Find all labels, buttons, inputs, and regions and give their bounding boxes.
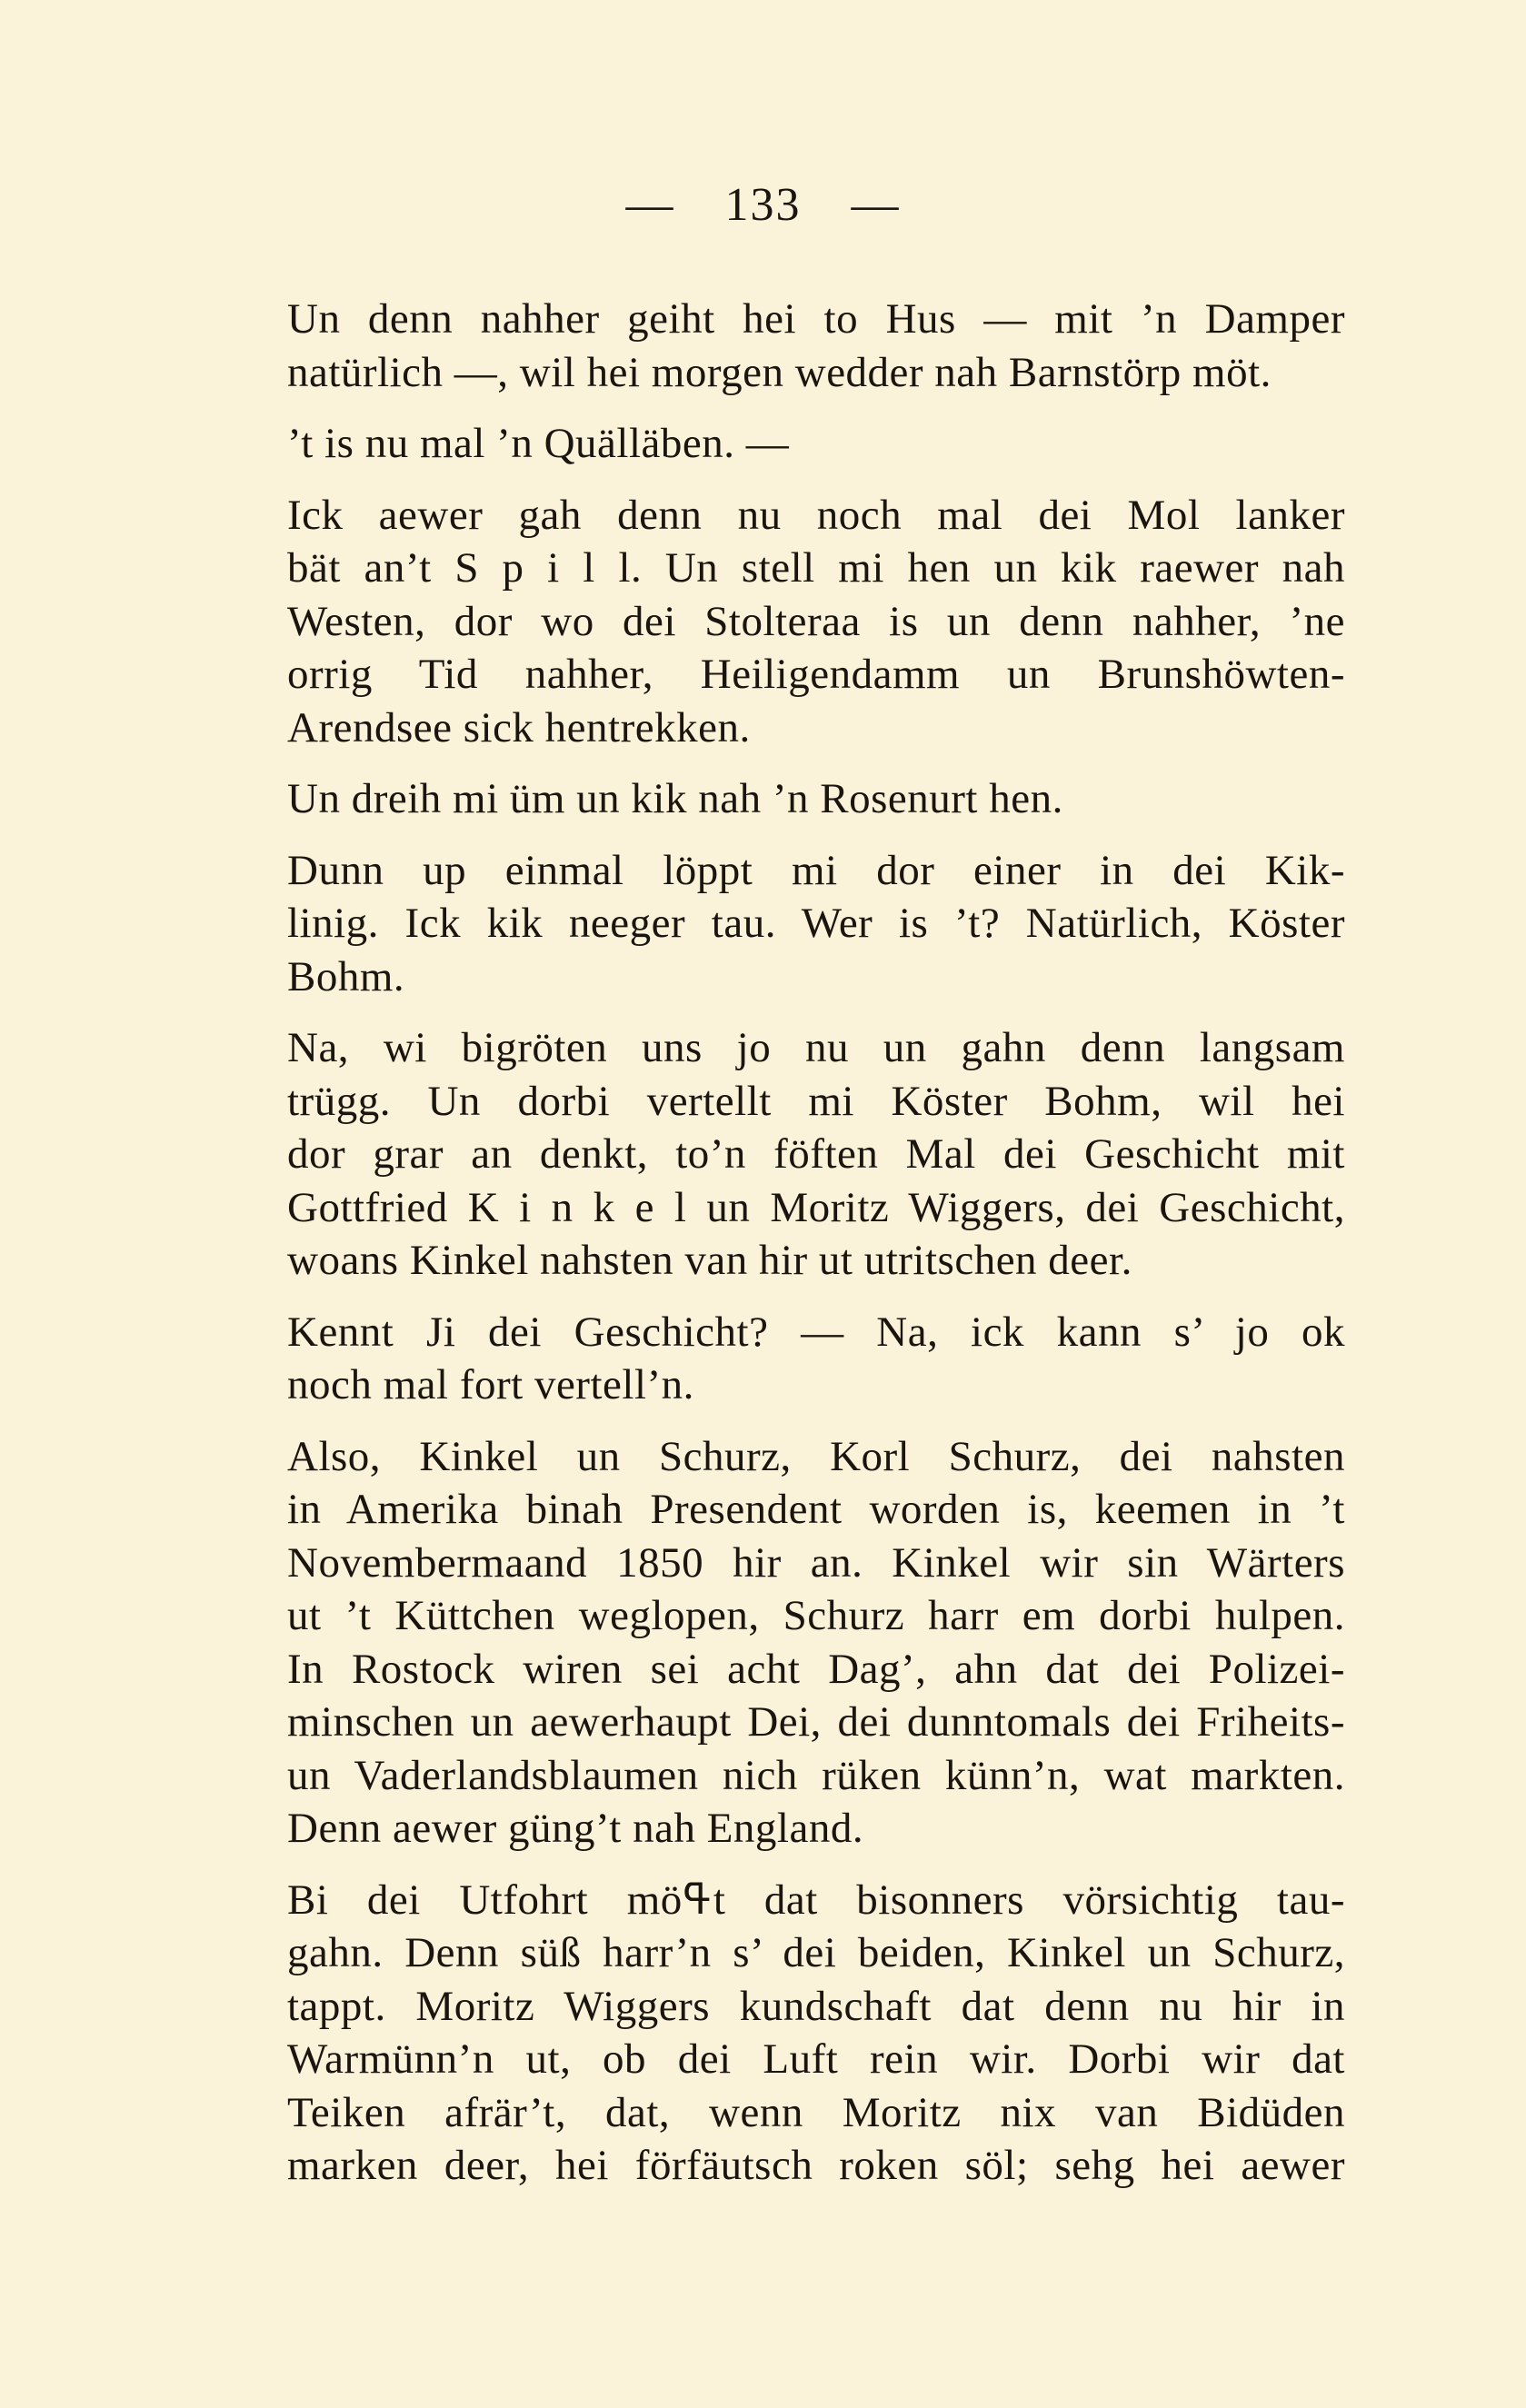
paragraph (287, 417, 1345, 471)
text-line: woans Kinkel nahsten van hir ut utritschen deer. (287, 1237, 1132, 1284)
text-line: Westen, dor wo dei Stolteraa is un denn nahher, ’ne (287, 597, 1345, 645)
page-number-dash-left: — (625, 179, 675, 231)
text-line: Novembermaand 1850 hir an. Kinkel wir sin Wärters (287, 1538, 1345, 1587)
text-line: ’t is nu mal ’n Quälläben. — (287, 420, 790, 467)
paragraph (287, 1874, 1345, 2193)
text-line: natürlich —, wil hei morgen wedder nah Barnstörp möt. (287, 348, 1272, 396)
paragraph (287, 293, 1345, 399)
body-text (287, 293, 1345, 2211)
text-line: ut ’t Küttchen weglopen, Schurz harr em dorbi hulpen. (287, 1592, 1345, 1639)
paragraph (287, 844, 1345, 1004)
text-line: trügg. Un dorbi vertellt mi Köster Bohm, wil hei (287, 1077, 1345, 1125)
paragraph (287, 489, 1345, 755)
text-line: Kennt Ji dei Geschicht? — Na, ick kann s’ jo ok (287, 1308, 1345, 1356)
text-line: Na, wi bigröten uns jo nu un gahn denn langsam (287, 1024, 1345, 1071)
page-number: 133 (724, 179, 802, 231)
text-line: Dunn up einmal löppt mi dor einer in dei Kik- (287, 846, 1345, 894)
paragraph (287, 1430, 1345, 1856)
text-line: Ick aewer gah denn nu noch mal dei Mol lanker (287, 491, 1345, 539)
paragraph (287, 772, 1345, 826)
text-line: bät an’t S p i l l. Un stell mi hen un kik raewer nah (287, 544, 1345, 592)
text-line: marken deer, hei förfäutsch roken söl; sehg hei aewer (287, 2142, 1345, 2189)
text-line: orrig Tid nahher, Heiligendamm un Brunshöwten- (287, 651, 1345, 698)
text-line: linig. Ick kik neeger tau. Wer is ’t? Natürlich, Köster (287, 900, 1345, 947)
paragraph (287, 1306, 1345, 1412)
text-line: In Rostock wiren sei acht Dag’, ahn dat dei Polizei- (287, 1645, 1345, 1693)
text-line: noch mal fort vertell’n. (287, 1361, 694, 1408)
text-line: minschen un aewerhaupt Dei, dei dunntomals dei Friheits- (287, 1698, 1345, 1746)
text-line: Teiken afrär’t, dat, wenn Moritz nix van Bidüden (287, 2088, 1345, 2136)
text-line: in Amerika binah Presendent worden is, keemen in ’t (287, 1486, 1345, 1533)
text-line: Denn aewer güng’t nah England. (287, 1805, 864, 1852)
page-header (0, 178, 1526, 232)
text-line: dor grar an denkt, to’n föften Mal dei Geschicht mit (287, 1130, 1345, 1178)
paragraph (287, 1021, 1345, 1288)
text-line: Bohm. (287, 952, 405, 1000)
text-line: Bi dei Utfohrt möߟt dat bisonners vörsichtig tau- (287, 1876, 1345, 1924)
text-line: Arendsee sick hentrekken. (287, 703, 751, 751)
page-number-dash-right: — (851, 179, 901, 231)
text-line: gahn. Denn süß harr’n s’ dei beiden, Kinkel un Schurz, (287, 1929, 1345, 1976)
text-line: tappt. Moritz Wiggers kundschaft dat denn nu hir in (287, 1982, 1345, 2030)
text-line: Also, Kinkel un Schurz, Korl Schurz, dei nahsten (287, 1432, 1345, 1480)
text-line: Un denn nahher geiht hei to Hus — mit ’n Damper (287, 295, 1345, 343)
text-line: un Vaderlandsblaumen nich rüken künn’n, wat markten. (287, 1751, 1345, 1799)
text-line: Un dreih mi üm un kik nah ’n Rosenurt hen. (287, 775, 1063, 822)
text-line: Gottfried K i n k e l un Moritz Wiggers, dei Geschicht, (287, 1183, 1345, 1231)
text-line: Warmünn’n ut, ob dei Luft rein wir. Dorbi wir dat (287, 2035, 1345, 2083)
